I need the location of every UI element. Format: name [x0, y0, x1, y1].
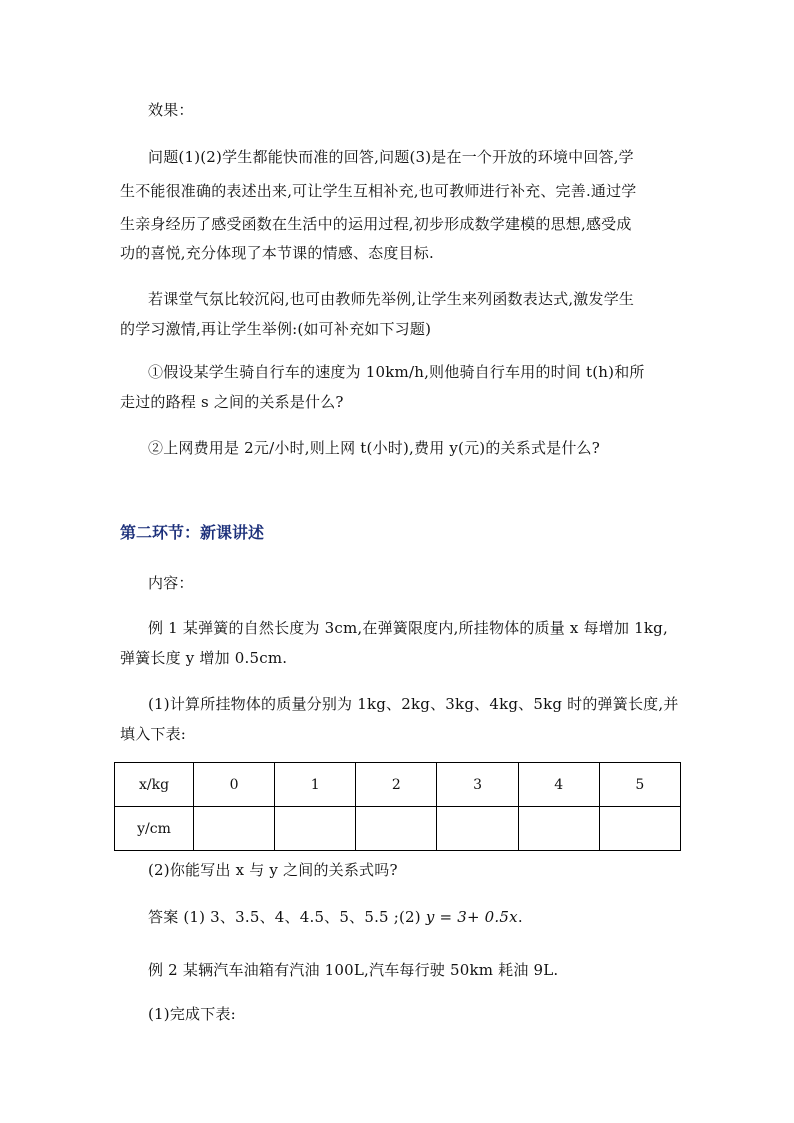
table-cell [356, 807, 437, 851]
table-cell [518, 807, 599, 851]
table-cell [599, 807, 680, 851]
exercise-1-line: 走过的路程 s 之间的关系是什么? [120, 393, 344, 411]
example-2-question-1: (1)完成下表: [148, 1005, 236, 1023]
spring-length-table [114, 762, 681, 851]
table-cell: 3 [437, 763, 518, 807]
example-1-line: 例 1 某弹簧的自然长度为 3cm,在弹簧限度内,所挂物体的质量 x 每增加 1kg, [148, 619, 668, 637]
exercise-2-line: ②上网费用是 2元/小时,则上网 t(小时),费用 y(元)的关系式是什么? [148, 439, 600, 457]
table-row [115, 763, 681, 807]
section-heading: 第二环节：新课讲述 [120, 523, 265, 542]
table-header-cell: x/kg [115, 763, 194, 807]
answer-formula: y = 3+ 0.5x [425, 908, 518, 926]
example-1-question-1-line: (1)计算所挂物体的质量分别为 1kg、2kg、3kg、4kg、5kg 时的弹簧长度,并 [148, 695, 679, 713]
example-2-line: 例 2 某辆汽车油箱有汽油 100L,汽车每行驶 50km 耗油 9L. [148, 961, 559, 979]
content-label: 内容： [148, 574, 194, 592]
alternative-paragraph-line: 的学习激情,再让学生举例:(如可补充如下习题) [120, 320, 432, 338]
answer-end: . [517, 908, 523, 926]
effect-label: 效果： [148, 101, 194, 119]
table-cell: 4 [518, 763, 599, 807]
table-cell: 2 [356, 763, 437, 807]
answer-text: 答案 (1) 3、3.5、4、4.5、5、5.5 ;(2) [148, 908, 426, 926]
exercise-1-line: ①假设某学生骑自行车的速度为 10km/h,则他骑自行车用的时间 t(h)和所 [148, 363, 645, 381]
example-1-question-1-line: 填入下表: [120, 725, 187, 743]
alternative-paragraph-line: 若课堂气氛比较沉闷,也可由教师先举例,让学生来列函数表达式,激发学生 [148, 290, 635, 308]
answer-line [148, 900, 523, 934]
example-1-line: 弹簧长度 y 增加 0.5cm. [120, 649, 288, 667]
effect-paragraph-line: 问题(1)(2)学生都能快而准的回答,问题(3)是在一个开放的环境中回答,学 [148, 148, 634, 166]
effect-paragraph-line: 生不能很准确的表述出来,可让学生互相补充,也可教师进行补充、完善.通过学 [120, 182, 637, 200]
effect-paragraph-line: 功的喜悦,充分体现了本节课的情感、态度目标. [120, 244, 434, 262]
example-1-question-2: (2)你能写出 x 与 y 之间的关系式吗? [148, 861, 398, 879]
table-cell: 5 [599, 763, 680, 807]
table-cell: 1 [275, 763, 356, 807]
table-cell [194, 807, 275, 851]
table-header-cell: y/cm [115, 807, 194, 851]
table-row [115, 807, 681, 851]
table-cell [437, 807, 518, 851]
effect-paragraph-line: 生亲身经历了感受函数在生活中的运用过程,初步形成数学建模的思想,感受成 [120, 215, 632, 233]
table-cell [275, 807, 356, 851]
table-cell: 0 [194, 763, 275, 807]
